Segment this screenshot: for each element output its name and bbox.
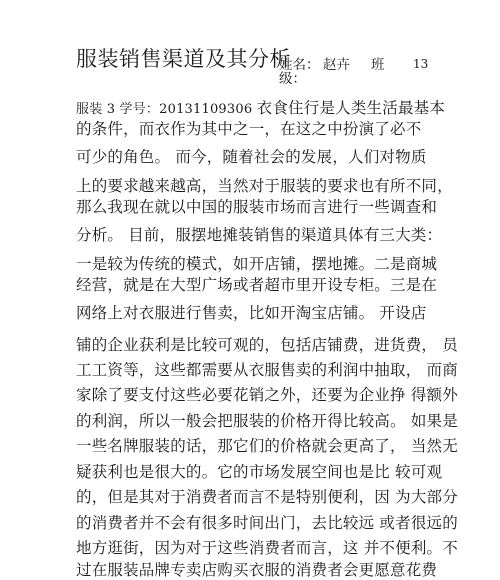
body-line: 的利润，所以一般会把服装的价格开得比较高。 如果是 (76, 412, 458, 430)
body-line: 的条件，而衣作为其中之一，在这之中扮演了必不 (76, 120, 422, 138)
class-number: 13 (413, 57, 429, 71)
body-line: 经营，就是在大型广场或者超市里开设专柜。三是在 (76, 276, 438, 294)
body-line (76, 96, 445, 118)
body-line: 地方逛街，因为对于这些消费者而言，这 并不便利。不 (76, 539, 458, 557)
student-info: 服装 3 学号：20131109306 (76, 102, 257, 117)
class-label: 班 (371, 57, 385, 73)
author-name: 赵卉 (323, 57, 350, 73)
body-line: 那么我现在就以中国的服装市场而言进行一些调查和 (76, 198, 438, 216)
document-title: 服装销售渠道及其分析 (76, 47, 291, 71)
body-line: 网络上对衣服进行售卖，比如开淘宝店铺。 开设店 (76, 304, 427, 322)
class-label-suffix: 级： (279, 71, 306, 87)
body-line: 的，但是其对于消费者而言不是特别便利，因 为大部分 (76, 488, 458, 506)
body-line: 铺的企业获利是比较可观的，包括店铺费，进货费， 员 (76, 336, 458, 354)
body-line: 一是较为传统的模式，如开店铺，摆地摊。二是商城 (76, 255, 438, 273)
body-line: 工工资等，这些都需要从衣服售卖的利润中抽取， 而商 (76, 361, 458, 379)
body-line: 疑获利也是很大的。它的市场发展空间也是比 较可观 (76, 463, 443, 481)
body-line: 上的要求越来越高，当然对于服装的要求也有所不同， (76, 177, 453, 195)
body-line: 的消费者并不会有很多时间出门，去比较远 或者很远的 (76, 514, 458, 532)
body-line-cut-off: 过在服装品牌专卖店购买衣服的消费者会更愿意花费 (76, 561, 438, 579)
body-line: 一些名牌服装的话，那它们的价格就会更高了， 当然无 (76, 437, 458, 455)
body-line: 家除了要支付这些必要花销之外，还要为企业挣 得额外 (76, 386, 458, 404)
author-label: 姓名： (279, 57, 320, 73)
body-line: 可少的角色。 而今，随着社会的发展，人们对物质 (76, 148, 427, 166)
body-line-text: 衣食住行是人类生活最基本 (256, 99, 446, 117)
body-line: 分析。 目前，服摆地摊装销售的渠道具体有三大类： (76, 226, 443, 244)
